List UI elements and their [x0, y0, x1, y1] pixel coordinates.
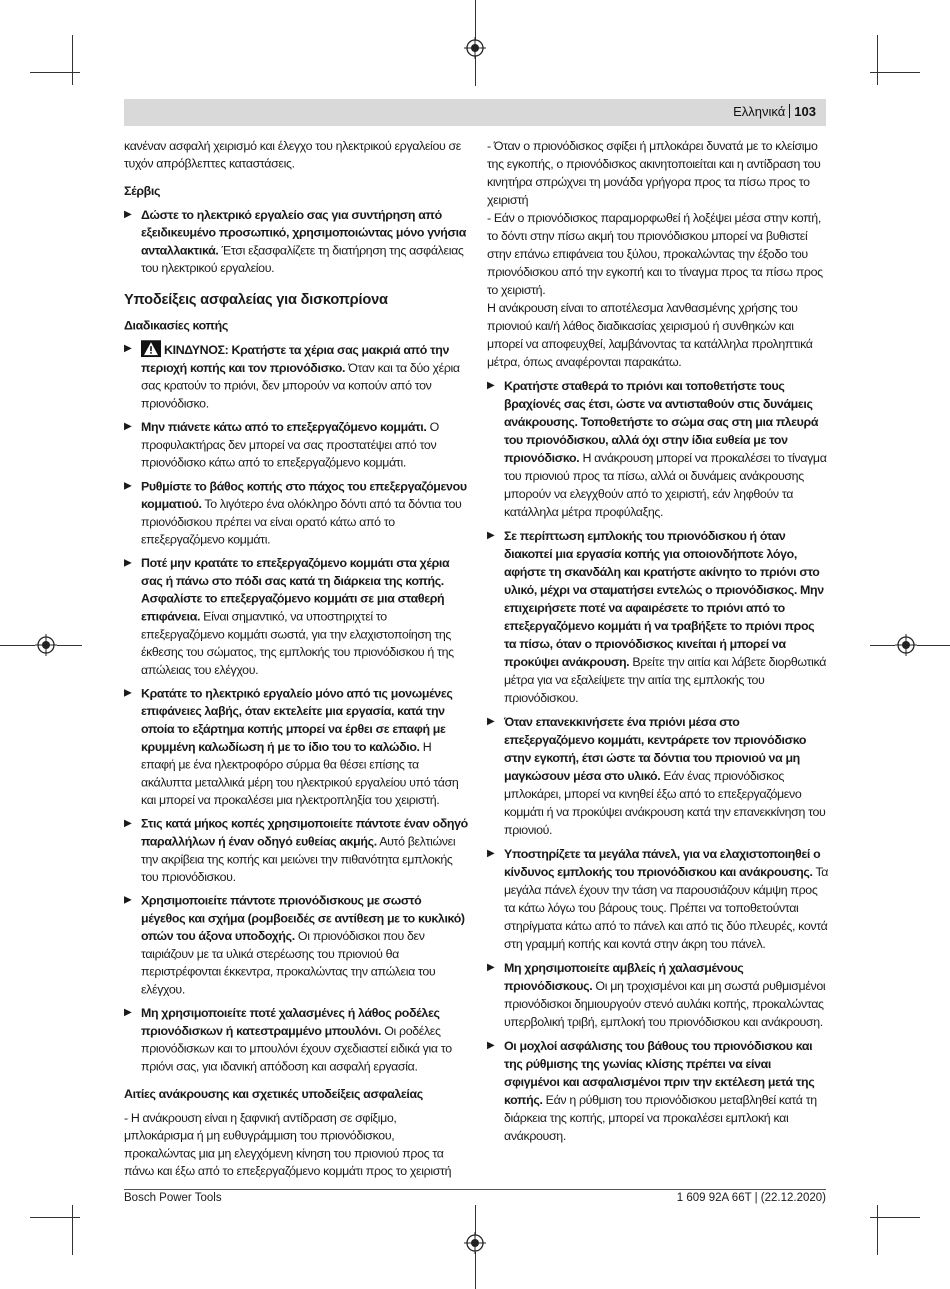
service-bullet: [124, 206, 468, 277]
kickback-heading: Αιτίες ανάκρουσης και σχετικές υποδείξεις ασφαλείας: [124, 1087, 423, 1102]
bullet-text: Ο προφυλακτήρας δεν μπορεί να σας προστατέψει από τον πριονόδισκο κάτω από το επεξεργαζόμενο κομμάτι.: [141, 420, 439, 470]
cutting-heading: Διαδικασίες κοπής: [124, 318, 228, 333]
bullet-bold-text: Μη χρησιμοποιείτε αμβλείς ή χαλασμένους πριονόδισκους.: [504, 961, 744, 993]
page-header: [124, 99, 826, 126]
bullet-text: Είναι σημαντικό, να υποστηριχτεί το επεξεργαζόμενο κομμάτι σωστά, για την ελαχιστοποίηση της έκθεσης του σώματος, της εμπλοκής του πριονόδισκου ή της απώλειας του ελέγχου.: [141, 609, 454, 677]
footer-divider: [124, 1189, 826, 1190]
bullet-text: Όταν και τα δύο χέρια σας κρατούν το πριόνι, δεν μπορούν να κοπούν από τον πριονόδισκο.: [141, 360, 460, 411]
bullet-arrow-icon: ▶: [124, 687, 132, 699]
footer-doc-id: 1 609 92A 66T | (22.12.2020): [676, 1192, 826, 1204]
bullet-bold-text: Κρατήστε σταθερά το πριόνι και τοποθετήστε τους βραχίονές σας έτσι, ώστε να αντισταθούν στις δυνάμεις ανάκρουσης. Τοποθετήστε το σώμα σας στη μια πλευρά του πριονόδισκου, αλλά όχι στην ίδια ευθεία με τον πριονόδισκο.: [504, 379, 819, 465]
bullet-bold-text: Οι μοχλοί ασφάλισης του βάθους του πριονόδισκου και της ρύθμισης της γωνίας κλίσης πρέπει να είναι σφιγμένοι και ασφαλισμένοι πριν την εκτέλεση μετά της κοπής.: [504, 1039, 815, 1107]
bullet-bold-text: Κρατάτε το ηλεκτρικό εργαλείο μόνο από τις μονωμένες επιφάνειες λαβής, όταν εκτελείτε μια εργασία, κατά την οποία το εξάρτημα κοπής μπορεί να έρθει σε επαφή με κρυμμένη καλωδίωση ή με το ίδιο του το καλώδιο.: [141, 686, 453, 754]
bullet-arrow-icon: ▶: [124, 343, 132, 355]
bullet-arrow-icon: ▶: [487, 530, 495, 541]
list-item: [124, 554, 468, 678]
bullet-arrow-icon: ▶: [124, 480, 132, 492]
bullet-arrow-icon: ▶: [124, 894, 132, 906]
list-item: [487, 1037, 829, 1145]
warning-triangle-icon: [141, 340, 161, 357]
bullet-bold-text: Υποστηρίζετε τα μεγάλα πάνελ, για να ελαχιστοποιηθεί ο κίνδυνος εμπλοκής του πριονόδισκου και ανάκρουσης.: [504, 847, 821, 879]
crop-mark: [475, 1252, 476, 1289]
list-item: [487, 959, 829, 1031]
bullet-arrow-icon: ▶: [124, 1007, 132, 1019]
list-item: [487, 377, 829, 521]
bullet-arrow-icon: ▶: [487, 962, 495, 973]
bullet-text: Βρείτε την αιτία και λάβετε διορθωτικά μέτρα για να εξαλείψετε την αιτία της εμπλοκής του πριονόδισκου.: [504, 655, 827, 705]
bullet-arrow-icon: ▶: [487, 716, 495, 727]
bullet-bold-text: Όταν επανεκκινήσετε ένα πριόνι μέσα στο επεξεργαζόμενο κομμάτι, κεντράρετε τον πριονόδισκο στην εγκοπή, έτσι ώστε τα δόντια του πριονιού να μη μαγκώσουν μέσα στο υλικό.: [504, 715, 807, 783]
bullet-text: Οι ροδέλες πριονόδισκων και το μπουλόνι έχουν σχεδιαστεί ειδικά για το πριόνι σας, για ιδανική απόδοση και ασφαλή εργασία.: [141, 1024, 452, 1074]
body-paragraph: - Εάν ο πριονόδισκος παραμορφωθεί ή λοξέψει μέσα στην κοπή, το δόντι στην πίσω ακμή του πριονόδισκου μπορεί να βυθιστεί στην επάνω επιφάνεια του ξύλου, προκαλώντας την έξοδο του πριονόδισκου από την εγκοπή και το τίναγμα προς τα πίσω προς το χειριστή.: [487, 211, 823, 297]
bullet-arrow-icon: ▶: [124, 557, 132, 569]
section-heading: Υποδείξεις ασφαλείας για δισκοπρίονα: [124, 291, 388, 308]
bullet-bold-text: Ποτέ μην κρατάτε το επεξεργαζόμενο κομμάτι στα χέρια σας ή πάνω στο πόδι σας κατά τη διάρκεια της κοπής. Ασφαλίστε το επεξεργαζόμενο κομμάτι σε μια σταθερή επιφάνεια.: [141, 556, 450, 624]
header-separator: [789, 104, 790, 118]
crop-mark: [475, 1205, 476, 1235]
list-item: [487, 845, 829, 953]
bullet-text: Εάν ένας πριονόδισκος μπλοκάρει, μπορεί να κινηθεί έξω από το επεξεργαζόμενο κομμάτι ή να προκύψει ανάκρουση κατά την επανεκκίνηση του πριονιού.: [504, 769, 826, 837]
list-item: [124, 892, 468, 999]
bullet-text: Αυτό βελτιώνει την ακρίβεια της κοπής και μειώνει την πιθανότητα εμπλοκής του πριονόδισκου.: [141, 834, 456, 884]
bullet-text: Οι πριονόδισκοι που δεν ταιριάζουν με τα υλικά στερέωσης του πριονιού θα περιστρέφονται έκκεντρα, προκαλώντας την απώλεια του ελέγχου.: [141, 929, 436, 997]
list-item: [124, 418, 468, 471]
list-item: [487, 527, 829, 707]
registration-mark-icon: [35, 634, 57, 656]
bullet-arrow-icon: ▶: [487, 848, 495, 859]
bullet-arrow-icon: ▶: [124, 209, 132, 220]
header-page-number: 103: [794, 104, 816, 119]
bullet-text: Τα μεγάλα πάνελ έχουν την τάση να παρουσιάζουν κάμψη προς τα κάτω λόγω του βάρους τους. Πρέπει να τοποθετούνται στηρίγματα κάτω από το πάνελ και από τις δύο πλευρές, κοντά στη γραμμή κοπής και κοντά στην άκρη του πάνελ.: [504, 865, 829, 951]
list-item: [124, 477, 468, 548]
crop-mark: [917, 645, 950, 646]
list-item: [124, 815, 468, 886]
left-column: [124, 137, 468, 1180]
service-heading: Σέρβις: [124, 184, 161, 199]
crop-mark: [870, 1217, 920, 1218]
bullet-arrow-icon: ▶: [487, 380, 495, 391]
list-item: [124, 1004, 468, 1075]
bullet-arrow-icon: ▶: [124, 817, 132, 829]
bullet-text: Η επαφή με ένα ηλεκτροφόρο σύρμα θα θέσει επίσης τα ακάλυπτα μεταλλικά μέρη του ηλεκτρικού εργαλείου υπό τάση και μπορεί να προκαλέσει μια ηλεκτροπληξία του χειριστή.: [141, 739, 459, 808]
list-item: [124, 685, 468, 809]
bullet-text: Έτσι εξασφαλίζετε τη διατήρηση της ασφάλειας του ηλεκτρικού εργαλείου.: [141, 243, 464, 276]
crop-mark: [72, 35, 73, 85]
crop-mark: [877, 1205, 878, 1255]
bullet-bold-text: Χρησιμοποιείτε πάντοτε πριονόδισκους με σωστό μέγεθος και σχήμα (ρομβοειδές σε αντίθεση με το κυκλικό) οπών του άξονα υποδοχής.: [141, 893, 465, 944]
crop-mark: [877, 35, 878, 85]
bullet-arrow-icon: ▶: [124, 421, 132, 433]
crop-mark: [870, 72, 920, 73]
footer-brand: Bosch Power Tools: [124, 1192, 222, 1204]
crop-mark: [0, 645, 35, 646]
kickback-paragraph: - Η ανάκρουση είναι η ξαφνική αντίδραση σε σφίξιμο, μπλοκάρισμα ή μη ευθυγράμμιση του πριονόδισκου, προκαλώντας μια μη ελεγχόμενη κίνηση του πριονιού προς τα πάνω και έξω από το επεξεργαζόμενο κομμάτι προς το χειριστή: [124, 1110, 452, 1179]
bullet-bold-text: Ρυθμίστε το βάθος κοπής στο πάχος του επεξεργαζόμενου κομματιού.: [141, 479, 467, 511]
bullet-bold-text: Μη χρησιμοποιείτε ποτέ χαλασμένες ή λάθος ροδέλες πριονόδισκων ή κατεστραμμένο μπουλόνι.: [141, 1006, 440, 1038]
registration-mark-icon: [464, 1232, 486, 1254]
registration-mark-icon: [464, 37, 486, 59]
intro-paragraph: κανέναν ασφαλή χειρισμό και έλεγχο του ηλεκτρικού εργαλείου σε τυχόν απρόβλεπτες καταστάσεις.: [124, 138, 461, 171]
crop-mark: [475, 0, 476, 40]
right-column: [487, 137, 829, 1151]
bullet-text: Οι μη τροχισμένοι και μη σωστά ρυθμισμένοι πριονόδισκοι δημιουργούν στενό αυλάκι κοπής, προκαλώντας υπερβολική τριβή, εμπλοκή του πριονόδισκου και ανάκρουση.: [504, 979, 826, 1029]
danger-bullet: [124, 340, 468, 412]
crop-mark: [30, 72, 80, 73]
bullet-bold-text: ΚΙΝΔΥΝΟΣ: Κρατήστε τα χέρια σας μακριά από την περιοχή κοπής και τον πριονόδισκο.: [141, 343, 450, 375]
crop-mark: [72, 1205, 73, 1255]
body-paragraph: - Όταν ο πριονόδισκος σφίξει ή μπλοκάρει δυνατά με το κλείσιμο της εγκοπής, ο πριονόδισκος ακινητοποιείται και η αντίδραση του κινητήρα σπρώχνει τη μονάδα γρήγορα προς τα πίσω προς το χειριστή: [487, 139, 821, 207]
bullet-text: Το λιγότερο ένα ολόκληρο δόντι από τα δόντια του πριονόδισκου πρέπει να είναι ορατό κάτω από το επεξεργαζόμενο κομμάτι.: [141, 497, 462, 547]
bullet-arrow-icon: ▶: [487, 1040, 495, 1051]
registration-mark-icon: [895, 634, 917, 656]
bullet-bold-text: Μην πιάνετε κάτω από το επεξεργαζόμενο κομμάτι.: [141, 420, 427, 435]
list-item: [487, 713, 829, 839]
crop-mark: [57, 645, 82, 646]
bullet-bold-text: Δώστε το ηλεκτρικό εργαλείο σας για συντήρηση από εξειδικευμένο προσωπικό, χρησιμοποιώντας μόνο γνήσια ανταλλακτικά.: [141, 208, 466, 258]
header-text: [733, 104, 816, 119]
crop-mark: [475, 56, 476, 86]
bullet-text: Εάν η ρύθμιση του πριονόδισκου μεταβληθεί κατά τη διάρκεια της κοπής, μπορεί να προκαλέσει εμπλοκή και ανάκρουση.: [504, 1093, 817, 1143]
header-language: Ελληνικά: [733, 104, 786, 119]
crop-mark: [870, 645, 895, 646]
bullet-bold-text: Στις κατά μήκος κοπές χρησιμοποιείτε πάντοτε έναν οδηγό παραλλήλων ή έναν οδηγό ευθείας ακμής.: [141, 816, 468, 849]
bullet-bold-text: Σε περίπτωση εμπλοκής του πριονόδισκου ή όταν διακοπεί μια εργασία κοπής για οποιονδήποτε λόγο, αφήστε τη σκανδάλη και κρατήστε ακίνητο το πριόνι στο υλικό, μέχρι να σταματήσει εντελώς ο πριονόδισκος. Μην επιχειρήσετε ποτέ να αφαιρέσετε το πριόνι από το επεξεργαζόμενο κομμάτι ή να τραβήξετε το πριόνι προς τα πίσω, όταν ο πριονόδισκος κινείται ή μπορεί να προκύψει ανάκρουση.: [504, 529, 824, 669]
bullet-text: Η ανάκρουση μπορεί να προκαλέσει το τίναγμα του πριονιού προς τα πίσω, αλλά οι δυνάμεις ανάκρουσης μπορούν να ελεγχθούν από το χειριστή, εάν ληφθούν τα κατάλληλα μέτρα προφύλαξης.: [504, 451, 827, 519]
body-paragraph: Η ανάκρουση είναι το αποτέλεσμα λανθασμένης χρήσης του πριονιού και/ή λάθος διαδικασίας χειρισμού ή συνθηκών και μπορεί να αποφευχθεί, λαμβάνοντας τα κατάλληλα προληπτικά μέτρα, όπως αναφέρονται παρακάτω.: [487, 301, 813, 369]
crop-mark: [30, 1217, 80, 1218]
